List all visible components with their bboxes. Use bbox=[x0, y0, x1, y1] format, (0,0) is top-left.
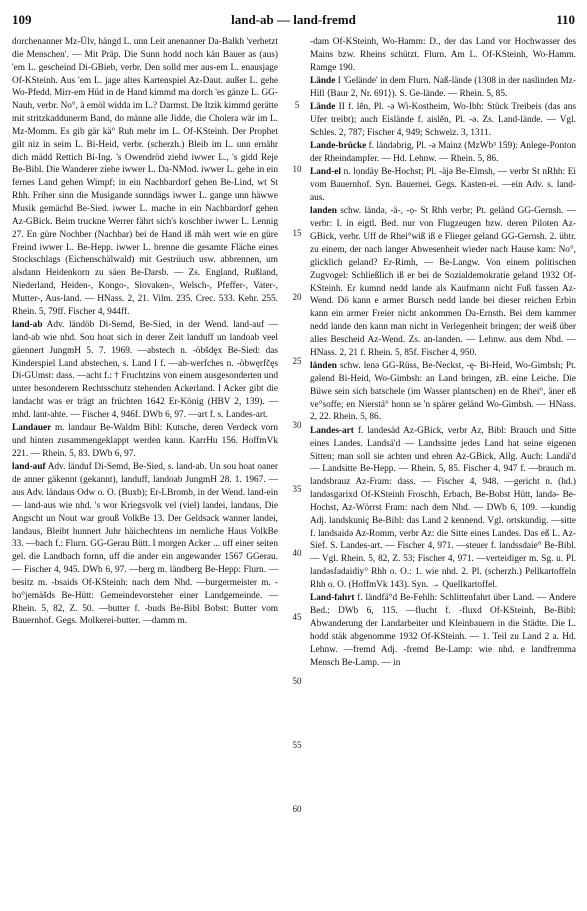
line-number: 30 bbox=[292, 420, 302, 430]
entry-lande-bruecke bbox=[310, 140, 576, 166]
entry-text: n. lọndäy Be-Hochst; Pl. -äjə Be-Elmsh, — verbr St nRhh: Ei vom Bauernhof. Syn. Bauernei. Gegs. Kasten-ei. —ein Adv. s. land-aus. bbox=[310, 167, 576, 204]
entry-land-fahrt bbox=[310, 592, 576, 669]
entry-continuation bbox=[12, 36, 278, 319]
line-number: 20 bbox=[292, 292, 302, 302]
entry-text: II f. lěn, Pl. -ə Wi-Kostheim, Wo-Ibh: Stück Treibeis (das ans Ufer treibt); auch Eislände f. aislěn, Pl. -ə. Zs. Land-lände. — Vgl. Schles. 2, 787; Fischer 4, 949; Schweiz. 3, 1311. bbox=[310, 102, 576, 138]
right-column bbox=[310, 36, 576, 670]
entry-headword: land-ab bbox=[12, 320, 43, 331]
entry-headword: Lande-brücke bbox=[310, 141, 367, 152]
entry-headword: länden bbox=[310, 361, 337, 372]
line-number: 25 bbox=[292, 356, 302, 366]
entry-headword: landen bbox=[310, 206, 337, 217]
page-number-right: 110 bbox=[556, 12, 575, 27]
entry-headword: Land-fahrt bbox=[310, 593, 355, 604]
line-number: 45 bbox=[292, 612, 302, 622]
entry-headword: Landauer bbox=[12, 423, 52, 434]
entry-land-auf bbox=[12, 461, 278, 628]
entry-text: Adv. ländöb Di-Semd, Be-Sied, in der Wend. land-auf — land-ab wie nhd. Sou hoat sich in derer Zeit landuff un landoab veel gäennert JungmH 5. 7. 1969. —abstech n. -öbšdęx Be-Sied: das Kinderspiel Land abstechen, s. Land I f. —ab-werfches n. -öbwęrfčęs Di-GUmst: dass. —acht f.: † Fruchtzins von einem ausgesonderten und unter besonderem Rechtsschutz stehenden Ackerland. I Acker gibt die landacht was er trägt an früchten 1642 Er-König (HBV 2, 139). — mhd. lant-ahte. — Fischer 4, 946f. DWb 6, 97. —art f. s. Landes-art. bbox=[12, 320, 278, 420]
entry-laenden bbox=[310, 360, 576, 424]
line-number: 55 bbox=[292, 740, 302, 750]
entry-text: f. ländəbrig, Pl. -ə Mainz (MzWb³ 159): Anlege-Ponton der Rheindampfer. — Hd. Lehnw. — Rhein. 5, 86. bbox=[310, 141, 576, 165]
running-title: land-ab — land-fremd bbox=[231, 12, 356, 27]
entry-laende-1 bbox=[310, 75, 576, 101]
line-number: 60 bbox=[292, 804, 302, 814]
entry-text: I 'Gelände' in dem Flurn. Naß-lände (1308 in der naslinden Mz-Hill ⟨Baur 2, Nr. 691⟩). S. Ge-lände. — Rhein. 5, 85. bbox=[310, 76, 576, 99]
line-number: 10 bbox=[292, 164, 302, 174]
entry-headword: Landes-art bbox=[310, 425, 354, 436]
page-number-left: 109 bbox=[12, 12, 32, 27]
entry-land-ei bbox=[310, 166, 576, 205]
entry-headword: Land-el bbox=[310, 167, 341, 178]
entry-text: -dam Of-KSteinh, Wo-Hamm: D., der das Land vor Hochwasser des Mains bzw. Rheins schützt. Flurn. Am L. Of-KSteinh, Wo-Hamm. Ramge 190. bbox=[310, 37, 576, 73]
entry-headword: land-auf bbox=[12, 462, 46, 473]
entry-text: Adv. länduf Di-Semd, Be-Sied, s. land-ab. Un sou hoat oaner de anner gäkennt (gekannt), landuff, landoab JungmH 28. 1. 1967. — aus Adv. ländaus Odw o. O. (Buxb); Er-LBromb, in der Wend. land-ein — land-aus wie nhd. 's wor Kriegsvolk vel (viel) landei, landaus, Die Angscht un Nout war grouß VolkBe 13. Der Geldsack wanner landei, landaus, Bleibt hunnert Juhr häichechtens im nemliche Haus VolkBe 33. —bach f.: Flurn. GG-Gerau Bütt. I morgen Acker ... uff einer seiten gel. die Landbach fornn, uff die ander ein angewander 1567 GGerau. — Fischer 4, 945. DWb 6, 97. —berg m. ländberg Be-Hepp: Flurn. —besitz m. -bsaids Of-KSteinh: nach dem Nhd. —burgermeister m. -bo°jemäšds Be-Hütt: Gemeindevorsteher einer Landgemeinde. — Rhein. 5, 82, Z. 50. —butter f. -buds Be-Bibl Bobst: Butter vom Bauernhof. Gegs. Molkerei-butter. —damm m. bbox=[12, 462, 278, 627]
entry-continuation bbox=[310, 36, 576, 75]
line-number: 40 bbox=[292, 548, 302, 558]
entry-text: schw. lenə GG-Rüss, Be-Neckst, -ę- Bi-Heid, Wo-Gimbsh; Pt. gəlend Bi-Heid, Wo-Gimbsh: an Land bringen, zB. eine Leiche. Die Büwe sein sich batschele (im Wasser plantschen) en de Rhei°, äner eß ve°soffe; en Nierstä° honn se 'n spärer geländ Wo-Gimbsh. — HNass. 2, 22. Rhein. 5, 86. bbox=[310, 361, 576, 423]
entry-laende-2 bbox=[310, 101, 576, 140]
line-number: 15 bbox=[292, 228, 302, 238]
line-number: 5 bbox=[294, 100, 300, 110]
entry-text: f. ländfä°d Be-Fehlh: Schlittenfahrt über Land. — Andere Bed.: DWb 6, 115. —flucht f. -fluxd Of-KSteinh, Be-Bibl: Abwanderung der Landarbeiter und Kleinbauern in die Städte. Die L. hodd stäk abgenomme 1932 Of-KSteinh. — 1. Teil zu Land 2 a. Hd. Lehnw. —fremd Adj. -fremd Be-Lamp: wie nhd. e landfremma Mensch Be-Lamp. — in bbox=[310, 593, 576, 668]
entry-landauer bbox=[12, 422, 278, 461]
entry-landen bbox=[310, 205, 576, 359]
entry-text: m. landaur Be-Waldm Bibl: Kutsche, deren Verdeck vorn und hinten zusammengeklappt werden kann. KarrHu 156. HoffmVk 221. — Rhein. 5, 83. DWb 6, 97. bbox=[12, 423, 278, 459]
entry-land-ab bbox=[12, 319, 278, 422]
entry-text: schw. ländə, -ä-, -ọ- St Rhh verbr; Pt. geländ GG-Gernsh. — verbr: I. in eigtl. Bed. nur von Flugzeugen bzw. deren Piloten Az-GBick, verbr. Uff de Rhei°wiß iß e Flieger geland GG-Gernsh. 2. übtr. zu einem, der nach langer Abwesenheit wieder nach Hause kam: No°, glicklich geland? Er-Rimh, — Be-Langw. Von einem politischen Zugvogel: Schließlich iß er bei de Sozialdemokratie geland 1932 Of-KSteinh. Er kumnd nedd lande als Kaufmann nicht Fuß fassen Az-Wend. Dö kann e armer Bursch nedd lande bei dieser reichen Erbin kann ein armer Freier nicht ankommen Da-Ernsth. Bei dem kammer nedd lande den kann man nicht in Verlegenheit bringen; der weiß über alles Bescheid Az-Wend. Zs. an-landen. — Lehnw. aus dem Nhd. — HNass. 2, 21 f. Rhein. 5, 85f. Fischer 4, 950. bbox=[310, 206, 576, 358]
line-number: 35 bbox=[292, 484, 302, 494]
entry-text: f. landesäd Az-GBick, verbr Az, Bibl: Brauch und Sitte eines Landes. Landsä'd — Landssitte jedes Land hat seine eigenen Sitten; man soll sie achten und ehren Az-GBick, Allg. Auch: Landä'd — Landsitte Be-Hepp. — Rhein. 5, 85. Fischer 4, 947 f. —brauch m. landsbrauz Az-Fram: dass. — Fischer 4, 948. —gericht n. (hd.) landəsgərixd Of-KSteinh Froschh, Erbach, Be-Bobst Hütt, landə- Be-Hochst, Az-Wörrst Fram: nach dem Nhd. — DWb 6, 109. —kundig Adj. landskuniç Be-Bibl: das Land 2 kennend. Vgl. ortskundig. —sitte f. landsaidə Az-Romm, verbr Az: die Sitte eines Landes. Das eß L. Az-Sief. S. Landes-art. — Fischer 4, 971. —steuer f. landssdaie° Be-Bibl. — Vgl. Rhein. 5, 82, Z. 53; Fischer 4, 971. —verteidiger m. Sg. u. Pl. landəsfadaidiy° Rhh o. O.: 1. wie nhd. 2. Pl. (scherzh.) Pellkartoffeln Rhh o. O. (HoffmVk 143). Syn. → Quellkartoffel. bbox=[310, 425, 576, 590]
left-column bbox=[12, 36, 278, 629]
entry-text: dorchenanner Mz-Ülv, hängd L. unn Leit anenanner Da-Balkh 'verhetzt die Menschen'. — Mit Präp. Die Sunn hodd noch kän Bauer as (aus) 'em L. gescheind Di-GBieb, verbr. Den solld mer aus-em L. enausjage Of-KSteinh. Aus 'em L. jage altes Kartenspiel Az-Daut. außer L. gehe Wo-Pfedd. Mirr-em Hüd in de Hand kimmd ma dorch 'es gänze L. GG-Nauh, verbr. No°, ä emöl widda im L.? Darmst. De Itzik kimmd gerätte mit stritzkaddunerm Band, do männe alle Jidde, die Cholera wär im L. Mz-Momm. Es gib gär kä° Ruh mehr im L. Of-KSteinh. Der Prophet gilt niz in seim L. Bi-Heid, verbr. (scherzh.) Bleib im L. unn ernähr dich mädd Rettich Bi-Ing. 's Owendröd ziehd iwwer L., 's gidd Reje Be-Bibl. Die Wanderer ziehe iwwer L. Da-NMod. iwwer L. gehe in ein fernes Land gehen Wimpf; in ein Nachbardorf gehen Be-Lind, wt St Rhh. Friher sinn die Musigande sunndägs iwwer L. gange unn häwwe Musik gemächd Be-Sied. iwwer L. mache in ein Nachbardorf gehen Az-GBick. Beim truckne Werrer fährt sich's koschber iwwer L. Lennig 27. En güre Nochber (Nachbar) bei de Hand iß mäh wert wie en güre Freind iwwer L. Be-Hepp. iwwer L. brenne die gesamte Fläche eines Stockschlags (Eichenschälwald) mit Gestrüuch usw. abbrennen, um alsdann Heidenkorn zu säen Be-Darsb. — Zs. England, Rußland, Niederland, Heiden-, Kongo-, Slovaken-, Welsch-, Pfeffer-, Vater-, Mutter-, Aus-land. — HNass. 2, 21. Vilm. 235. Crec. 533. Kehr. 255. Rhein. 5, 79ff. Fischer 4, 944ff. bbox=[12, 37, 278, 317]
entry-headword: Lände bbox=[310, 102, 336, 113]
line-number: 50 bbox=[292, 676, 302, 686]
line-number-gutter bbox=[286, 36, 306, 896]
entry-headword: Lände bbox=[310, 76, 336, 87]
entry-landes-art bbox=[310, 425, 576, 592]
page-header bbox=[12, 12, 575, 30]
